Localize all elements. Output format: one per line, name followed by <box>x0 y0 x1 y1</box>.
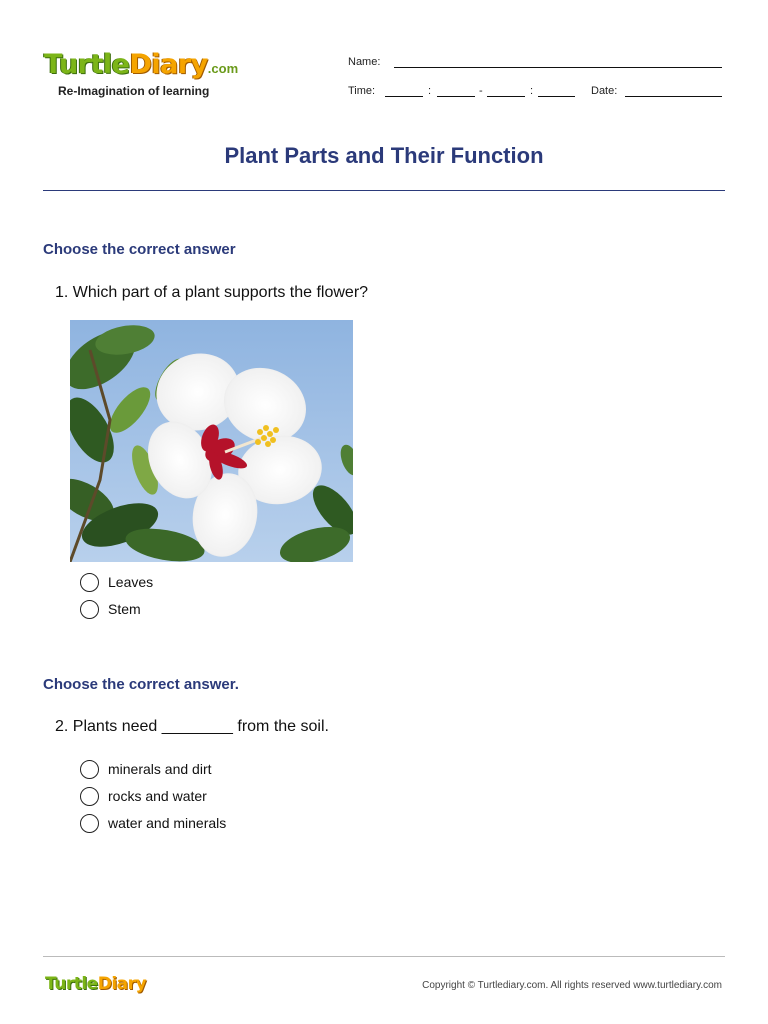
radio-button[interactable] <box>80 573 99 592</box>
radio-button[interactable] <box>80 787 99 806</box>
footer-divider <box>43 956 725 957</box>
logo-tagline: Re-Imagination of learning <box>58 84 210 98</box>
name-line[interactable] <box>394 67 722 68</box>
page-title: Plant Parts and Their Function <box>224 143 544 168</box>
logo-wordmark: TurtleDiary.com <box>44 49 239 80</box>
time-end-minutes-line[interactable] <box>538 96 575 97</box>
option-label: Stem <box>108 601 141 617</box>
option-label: water and minerals <box>108 815 227 831</box>
radio-button[interactable] <box>80 814 99 833</box>
radio-button[interactable] <box>80 600 99 619</box>
option-label: minerals and dirt <box>108 761 212 777</box>
q2-option-rocks-and-water[interactable] <box>80 786 207 806</box>
date-line[interactable] <box>625 96 722 97</box>
section-heading-2: Choose the correct answer. <box>43 676 239 693</box>
q2-option-minerals-and-dirt[interactable] <box>80 759 212 779</box>
section-heading-1: Choose the correct answer <box>43 241 236 258</box>
hibiscus-flower-image <box>70 320 353 562</box>
q1-option-leaves[interactable] <box>80 572 153 592</box>
time-label: Time: <box>348 85 376 97</box>
copyright-text: Copyright © Turtlediary.com. All rights reserved www.turtlediary.com <box>422 980 722 991</box>
time-colon-2: : <box>530 85 534 97</box>
q2-option-water-and-minerals[interactable] <box>80 813 226 833</box>
name-label: Name: <box>348 56 381 68</box>
question-2-text: 2. Plants need ________ from the soil. <box>55 718 329 735</box>
q1-option-stem[interactable] <box>80 599 141 619</box>
time-colon: : <box>428 85 432 97</box>
option-label: Leaves <box>108 574 154 590</box>
time-dash: - <box>479 85 483 97</box>
option-label: rocks and water <box>108 788 207 804</box>
time-end-hours-line[interactable] <box>487 96 525 97</box>
title-divider <box>43 190 725 191</box>
date-label: Date: <box>591 85 618 97</box>
turtle-diary-logo <box>44 48 239 104</box>
time-minutes-line[interactable] <box>437 96 475 97</box>
question-1-text: 1. Which part of a plant supports the flower? <box>55 284 369 301</box>
time-hours-line[interactable] <box>385 96 423 97</box>
footer-logo: TurtleDiary <box>45 974 147 994</box>
radio-button[interactable] <box>80 760 99 779</box>
